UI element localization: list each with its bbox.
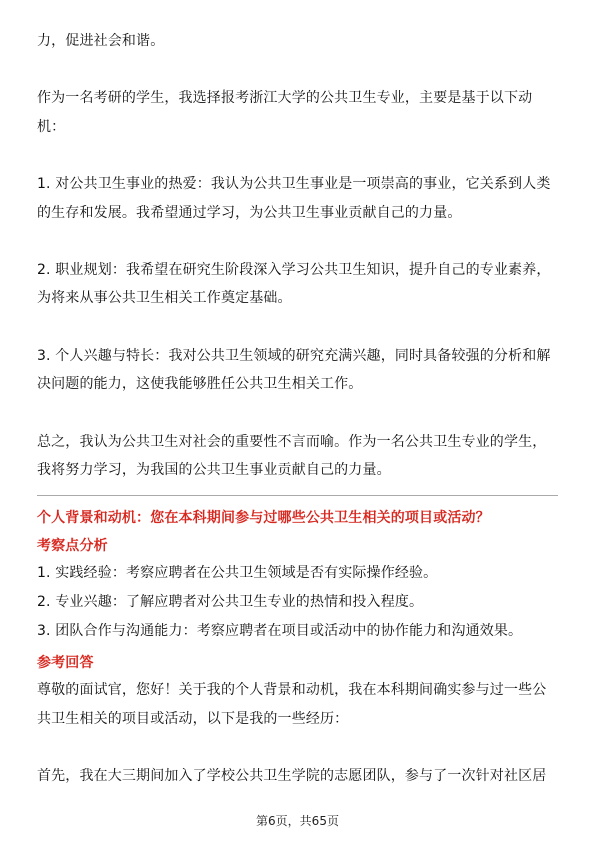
question-title: 个人背景和动机：您在本科期间参与过哪些公共卫生相关的项目或活动？ [37, 510, 490, 526]
motivation-point-3-line: 3. 个人兴趣与特长：我对公共卫生领域的研究充满兴趣，同时具备较强的分析和解 [37, 348, 551, 364]
analysis-item: 2. 专业兴趣：了解应聘者对公共卫生专业的热情和投入程度。 [37, 594, 424, 610]
motivation-point-3-line: 决问题的能力，这使我能够胜任公共卫生相关工作。 [37, 376, 363, 392]
summary-paragraph-line: 我将努力学习，为我国的公共卫生事业贡献自己的力量。 [37, 462, 391, 478]
page-number: 第6页，共65页 [256, 814, 339, 828]
answer-heading: 参考回答 [37, 655, 94, 671]
motivation-point-2-line: 2. 职业规划：我希望在研究生阶段深入学习公共卫生知识，提升自己的专业素养， [37, 262, 551, 278]
section-divider [37, 495, 558, 496]
answer-paragraph-line: 尊敬的面试官，您好！关于我的个人背景和动机，我在本科期间确实参与过一些公 [37, 682, 547, 698]
summary-paragraph-line: 总之，我认为公共卫生对社会的重要性不言而喻。作为一名公共卫生专业的学生， [37, 434, 547, 450]
intro-paragraph-line: 机： [37, 119, 66, 135]
analysis-heading: 考察点分析 [37, 538, 108, 554]
analysis-item: 3. 团队合作与沟通能力：考察应聘者在项目或活动中的协作能力和沟通效果。 [37, 623, 523, 639]
body-text-line: 力，促进社会和谐。 [37, 33, 165, 49]
answer-paragraph-line: 首先，我在大三期间加入了学校公共卫生学院的志愿团队，参与了一次针对社区居 [37, 768, 547, 784]
analysis-item: 1. 实践经验：考察应聘者在公共卫生领域是否有实际操作经验。 [37, 565, 438, 581]
intro-paragraph-line: 作为一名考研的学生，我选择报考浙江大学的公共卫生专业，主要是基于以下动 [37, 90, 533, 106]
motivation-point-1-line: 1. 对公共卫生事业的热爱：我认为公共卫生事业是一项崇高的事业，它关系到人类 [37, 176, 551, 192]
motivation-point-1-line: 的生存和发展。我希望通过学习，为公共卫生事业贡献自己的力量。 [37, 205, 462, 221]
answer-paragraph-line: 共卫生相关的项目或活动，以下是我的一些经历： [37, 711, 349, 727]
motivation-point-2-line: 为将来从事公共卫生相关工作奠定基础。 [37, 290, 292, 306]
